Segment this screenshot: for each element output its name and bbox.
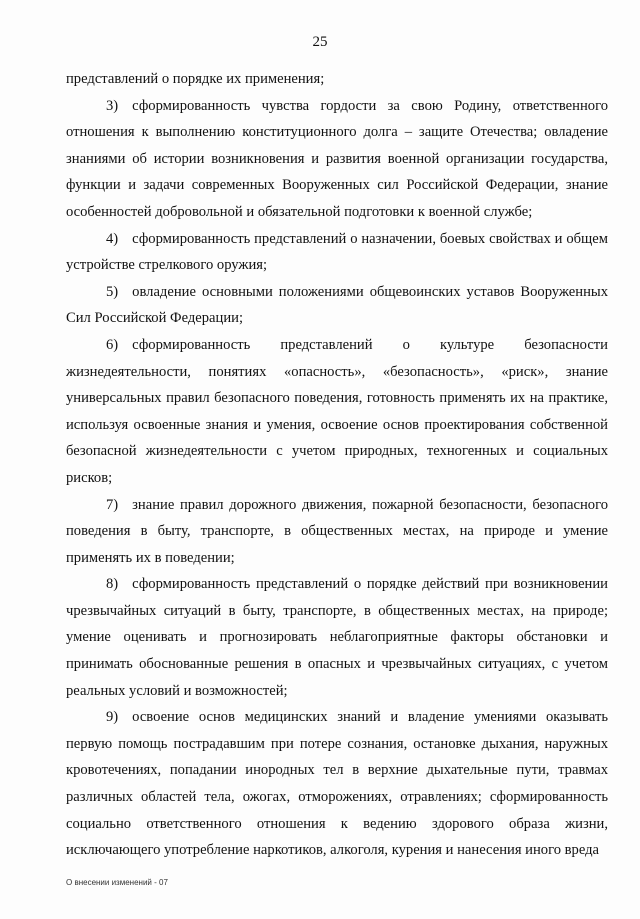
paragraph-text: сформированность чувства гордости за свою Родину, ответственного отношения к выполнению конституционного долга – защите Отечества; овладение знаниями об истории возникновения и развития военной организации государства, функции и задачи современных Вооруженных сил Российской Федерации, знание особенностей добровольной и обязательной подготовки к военной службе;: [66, 97, 608, 220]
paragraph-text: овладение основными положениями общевоинских уставов Вооруженных Сил Российской Федерации;: [66, 283, 608, 327]
item-number: 9): [106, 709, 119, 726]
paragraph-text: освоение основ медицинских знаний и владение умениями оказывать первую помощь пострадавшим при потере сознания, остановке дыхания, наружных кровотечениях, попадании инородных тел в верхние дыхательные пути, травмах различных областей тела, ожогах, отморожениях, отравлениях; сформированность социально ответственного отношения к ведению здорового образа жизни, исключающего употребление наркотиков, алкоголя, курения и нанесения иного вреда: [66, 709, 608, 859]
paragraph-item-5: [66, 279, 608, 332]
paragraph-text: сформированность представлений о порядке действий при возникновении чрезвычайных ситуаций в быту, транспорте, в общественных местах, на природе; умение оценивать и прогнозировать неблагоприятные факторы обстановки и принимать обоснованные решения в опасных и чрезвычайных ситуациях, с учетом реальных условий и возможностей;: [66, 576, 608, 699]
paragraph-text: знание правил дорожного движения, пожарной безопасности, безопасного поведения в быту, транспорте, в общественных местах, на природе и умение применять их в поведении;: [66, 496, 608, 566]
item-number: 7): [106, 496, 119, 513]
paragraph-text: сформированность представлений о назначении, боевых свойствах и общем устройстве стрелкового оружия;: [66, 230, 608, 274]
paragraph-item-4: [66, 226, 608, 279]
item-number: 3): [106, 97, 119, 114]
item-number: 8): [106, 576, 119, 593]
paragraph-item-8: [66, 571, 608, 704]
item-number: 4): [106, 230, 119, 247]
paragraph-text: представлений о порядке их применения;: [66, 71, 325, 87]
item-number: 6): [106, 336, 119, 353]
paragraph-text: сформированность представлений о культуре безопасности жизнедеятельности, понятиях «опасность», «безопасность», «риск», знание универсальных правил безопасного поведения, готовность применять их на практике, используя освоенные знания и умения, освоение основ проектирования собственной безопасной жизнедеятельности с учетом природных, техногенных и социальных рисков;: [66, 336, 608, 486]
page-number: 25: [312, 34, 328, 50]
item-number: 5): [106, 283, 119, 300]
paragraph-continuation: [66, 66, 608, 93]
paragraph-item-6: [66, 332, 608, 492]
paragraph-item-9: [66, 704, 608, 864]
document-body: [66, 66, 608, 864]
paragraph-item-7: [66, 492, 608, 572]
page-footer: О внесении изменений - 07: [66, 878, 168, 887]
paragraph-item-3: [66, 93, 608, 226]
